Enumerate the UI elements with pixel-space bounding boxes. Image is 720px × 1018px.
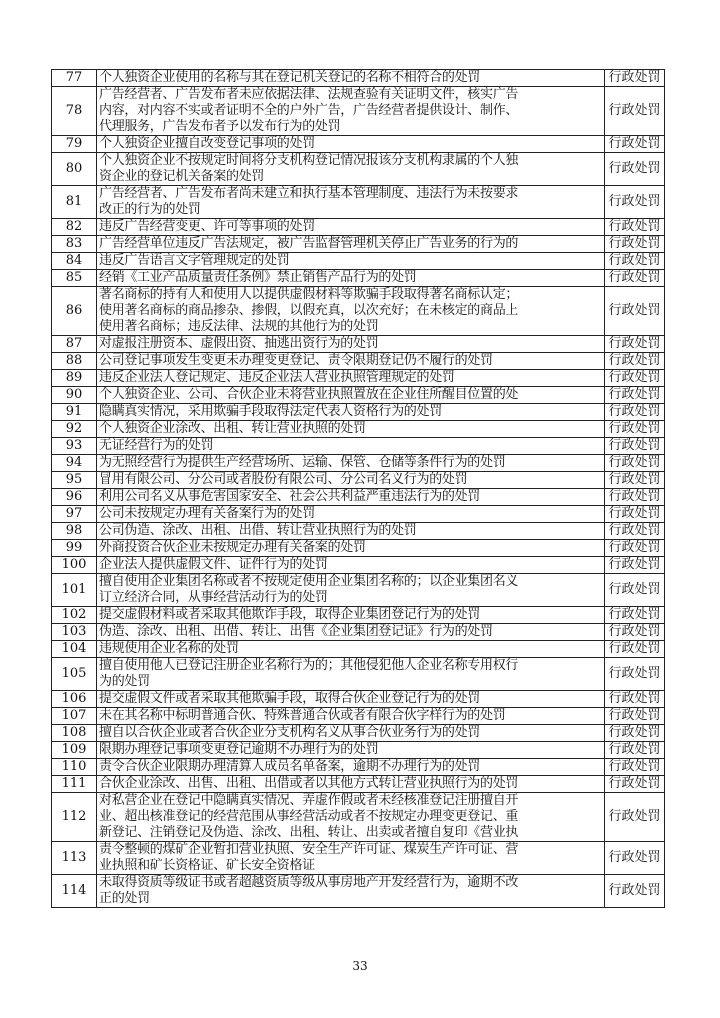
item-description: 无证经营行为的处罚 [97, 438, 605, 455]
table-row [52, 776, 665, 793]
item-description: 提交虚假材料或者采取其他欺诈手段，取得企业集团登记行为的处罚 [97, 607, 605, 624]
item-description: 个人独资企业使用的名称与其在登记机关登记的名称不相符合的处罚 [97, 70, 605, 87]
item-description: 冒用有限公司、分公司或者股份有限公司、分公司名义行为的处罚 [97, 472, 605, 489]
table-row [52, 287, 665, 336]
row-number: 108 [52, 725, 97, 742]
table-row [52, 186, 665, 219]
item-description: 违规使用企业名称的处罚 [97, 641, 605, 658]
row-number: 105 [52, 658, 97, 691]
row-number: 106 [52, 691, 97, 708]
item-description: 对虚报注册资本、虚假出资、抽逃出资行为的处罚 [97, 336, 605, 353]
table-row [52, 658, 665, 691]
penalty-type: 行政处罚 [605, 421, 665, 438]
penalty-type: 行政处罚 [605, 574, 665, 607]
penalty-type: 行政处罚 [605, 353, 665, 370]
penalty-type: 行政处罚 [605, 404, 665, 421]
item-description: 著名商标的持有人和使用人以提供虚假材料等欺骗手段取得著名商标认定； 使用著名商标的商品掺杂、掺假，以假充真，以次充好；在未核定的商品上 使用著名商标；违反法律、法规的其他行为的处罚 [97, 287, 605, 336]
table-row [52, 742, 665, 759]
penalty-type: 行政处罚 [605, 842, 665, 875]
row-number: 84 [52, 253, 97, 270]
item-description: 公司未按规定办理有关备案行为的处罚 [97, 506, 605, 523]
row-number: 103 [52, 624, 97, 641]
penalty-type: 行政处罚 [605, 759, 665, 776]
item-description: 违反企业法人登记规定、违反企业法人营业执照管理规定的处罚 [97, 370, 605, 387]
item-description: 外商投资合伙企业未按规定办理有关备案的处罚 [97, 540, 605, 557]
item-description: 个人独资企业、公司、合伙企业未将营业执照置放在企业住所醒目位置的处 [97, 387, 605, 404]
penalty-type: 行政处罚 [605, 658, 665, 691]
penalty-type: 行政处罚 [605, 136, 665, 153]
table-row [52, 506, 665, 523]
row-number: 99 [52, 540, 97, 557]
row-number: 93 [52, 438, 97, 455]
table-row [52, 438, 665, 455]
penalty-type: 行政处罚 [605, 472, 665, 489]
item-description: 责令整顿的煤矿企业暂扣营业执照、安全生产许可证、煤炭生产许可证、营 业执照和矿长资格证、矿长安全资格证 [97, 842, 605, 875]
row-number: 94 [52, 455, 97, 472]
row-number: 112 [52, 793, 97, 842]
table-row [52, 842, 665, 875]
row-number: 114 [52, 875, 97, 908]
penalty-type: 行政处罚 [605, 725, 665, 742]
penalty-type: 行政处罚 [605, 87, 665, 136]
table-row [52, 557, 665, 574]
penalty-type: 行政处罚 [605, 270, 665, 287]
item-description: 广告经营者、广告发布者尚未建立和执行基本管理制度、违法行为未按要求 改正的行为的处罚 [97, 186, 605, 219]
penalty-type: 行政处罚 [605, 438, 665, 455]
row-number: 98 [52, 523, 97, 540]
item-description: 隐瞒真实情况，采用欺骗手段取得法定代表人资格行为的处罚 [97, 404, 605, 421]
table-row [52, 404, 665, 421]
penalty-type: 行政处罚 [605, 557, 665, 574]
penalty-type: 行政处罚 [605, 370, 665, 387]
table-row [52, 607, 665, 624]
row-number: 101 [52, 574, 97, 607]
row-number: 95 [52, 472, 97, 489]
row-number: 80 [52, 153, 97, 186]
row-number: 81 [52, 186, 97, 219]
penalty-items-table [51, 69, 665, 908]
item-description: 未在其名称中标明普通合伙、特殊普通合伙或者有限合伙字样行为的处罚 [97, 708, 605, 725]
row-number: 113 [52, 842, 97, 875]
penalty-type: 行政处罚 [605, 186, 665, 219]
row-number: 102 [52, 607, 97, 624]
table-row [52, 136, 665, 153]
item-description: 广告经营单位违反广告法规定，被广告监督管理机关停止广告业务的行为的 [97, 236, 605, 253]
item-description: 合伙企业涂改、出售、出租、出借或者以其他方式转让营业执照行为的处罚 [97, 776, 605, 793]
item-description: 个人独资企业涂改、出租、转让营业执照的处罚 [97, 421, 605, 438]
item-description: 公司伪造、涂改、出租、出借、转让营业执照行为的处罚 [97, 523, 605, 540]
table-row [52, 708, 665, 725]
row-number: 79 [52, 136, 97, 153]
row-number: 104 [52, 641, 97, 658]
row-number: 78 [52, 87, 97, 136]
penalty-type: 行政处罚 [605, 253, 665, 270]
table-row [52, 759, 665, 776]
penalty-type: 行政处罚 [605, 387, 665, 404]
table-row [52, 219, 665, 236]
penalty-type: 行政处罚 [605, 708, 665, 725]
item-description: 限期办理登记事项变更登记逾期不办理行为的处罚 [97, 742, 605, 759]
penalty-type: 行政处罚 [605, 236, 665, 253]
penalty-type: 行政处罚 [605, 691, 665, 708]
table-row [52, 624, 665, 641]
penalty-type: 行政处罚 [605, 607, 665, 624]
table-row [52, 336, 665, 353]
item-description: 擅自以合伙企业或者合伙企业分支机构名义从事合伙业务行为的处罚 [97, 725, 605, 742]
item-description: 伪造、涂改、出租、出借、转让、出售《企业集团登记证》行为的处罚 [97, 624, 605, 641]
penalty-type: 行政处罚 [605, 489, 665, 506]
table-row [52, 691, 665, 708]
penalty-type: 行政处罚 [605, 153, 665, 186]
table-row [52, 353, 665, 370]
table-row [52, 87, 665, 136]
table-row [52, 540, 665, 557]
item-description: 个人独资企业擅自改变登记事项的处罚 [97, 136, 605, 153]
item-description: 违反广告语言文字管理规定的处罚 [97, 253, 605, 270]
row-number: 88 [52, 353, 97, 370]
table-row [52, 70, 665, 87]
table-row [52, 875, 665, 908]
row-number: 85 [52, 270, 97, 287]
penalty-type: 行政处罚 [605, 875, 665, 908]
penalty-type: 行政处罚 [605, 70, 665, 87]
table-row [52, 793, 665, 842]
penalty-type: 行政处罚 [605, 793, 665, 842]
penalty-type: 行政处罚 [605, 776, 665, 793]
table-row [52, 523, 665, 540]
table-row [52, 641, 665, 658]
penalty-type: 行政处罚 [605, 336, 665, 353]
row-number: 110 [52, 759, 97, 776]
table-row [52, 455, 665, 472]
row-number: 82 [52, 219, 97, 236]
table-row [52, 472, 665, 489]
item-description: 擅自使用企业集团名称或者不按规定使用企业集团名称的；以企业集团名义 订立经济合同，从事经营活动行为的处罚 [97, 574, 605, 607]
table-body [52, 70, 665, 908]
penalty-type: 行政处罚 [605, 455, 665, 472]
penalty-type: 行政处罚 [605, 523, 665, 540]
item-description: 个人独资企业不按规定时间将分支机构登记情况报该分支机构隶属的个人独 资企业的登记机关备案的处罚 [97, 153, 605, 186]
penalty-type: 行政处罚 [605, 742, 665, 759]
table-row [52, 270, 665, 287]
row-number: 83 [52, 236, 97, 253]
table-row [52, 370, 665, 387]
table-row [52, 725, 665, 742]
table-row [52, 153, 665, 186]
penalty-type: 行政处罚 [605, 624, 665, 641]
row-number: 89 [52, 370, 97, 387]
item-description: 对私营企业在登记中隐瞒真实情况、弄虚作假或者未经核准登记注册擅自开 业、超出核准登记的经营范围从事经营活动或者不按规定办理变更登记、重 新登记、注销登记及伪造、涂改、出租、转让、出卖或者擅自复印《营业执 [97, 793, 605, 842]
penalty-type: 行政处罚 [605, 219, 665, 236]
table-row [52, 574, 665, 607]
item-description: 公司登记事项发生变更未办理变更登记、责令限期登记仍不履行的处罚 [97, 353, 605, 370]
item-description: 企业法人提供虚假文件、证件行为的处罚 [97, 557, 605, 574]
penalty-type: 行政处罚 [605, 641, 665, 658]
page-number: 33 [352, 959, 368, 973]
row-number: 111 [52, 776, 97, 793]
table-row [52, 387, 665, 404]
row-number: 107 [52, 708, 97, 725]
row-number: 91 [52, 404, 97, 421]
item-description: 违反广告经营变更、许可等事项的处罚 [97, 219, 605, 236]
penalty-type: 行政处罚 [605, 540, 665, 557]
item-description: 提交虚假文件或者采取其他欺骗手段，取得合伙企业登记行为的处罚 [97, 691, 605, 708]
table-row [52, 253, 665, 270]
item-description: 广告经营者、广告发布者未应依据法律、法规查验有关证明文件，核实广告 内容，对内容不实或者证明不全的户外广告，广告经营者提供设计、制作、 代理服务，广告发布者予以发布行为的处罚 [97, 87, 605, 136]
row-number: 86 [52, 287, 97, 336]
row-number: 97 [52, 506, 97, 523]
item-description: 经销《工业产品质量责任条例》禁止销售产品行为的处罚 [97, 270, 605, 287]
row-number: 87 [52, 336, 97, 353]
penalty-type: 行政处罚 [605, 506, 665, 523]
row-number: 90 [52, 387, 97, 404]
penalty-type: 行政处罚 [605, 287, 665, 336]
item-description: 未取得资质等级证书或者超越资质等级从事房地产开发经营行为，逾期不改 正的处罚 [97, 875, 605, 908]
table-row [52, 236, 665, 253]
item-description: 为无照经营行为提供生产经营场所、运输、保管、仓储等条件行为的处罚 [97, 455, 605, 472]
table-row [52, 421, 665, 438]
table-row [52, 489, 665, 506]
item-description: 责令合伙企业限期办理清算人成员名单备案，逾期不办理行为的处罚 [97, 759, 605, 776]
item-description: 擅自使用他人已登记注册企业名称行为的；其他侵犯他人企业名称专用权行 为的处罚 [97, 658, 605, 691]
item-description: 利用公司名义从事危害国家安全、社会公共利益严重违法行为的处罚 [97, 489, 605, 506]
row-number: 100 [52, 557, 97, 574]
row-number: 109 [52, 742, 97, 759]
row-number: 92 [52, 421, 97, 438]
row-number: 96 [52, 489, 97, 506]
row-number: 77 [52, 70, 97, 87]
